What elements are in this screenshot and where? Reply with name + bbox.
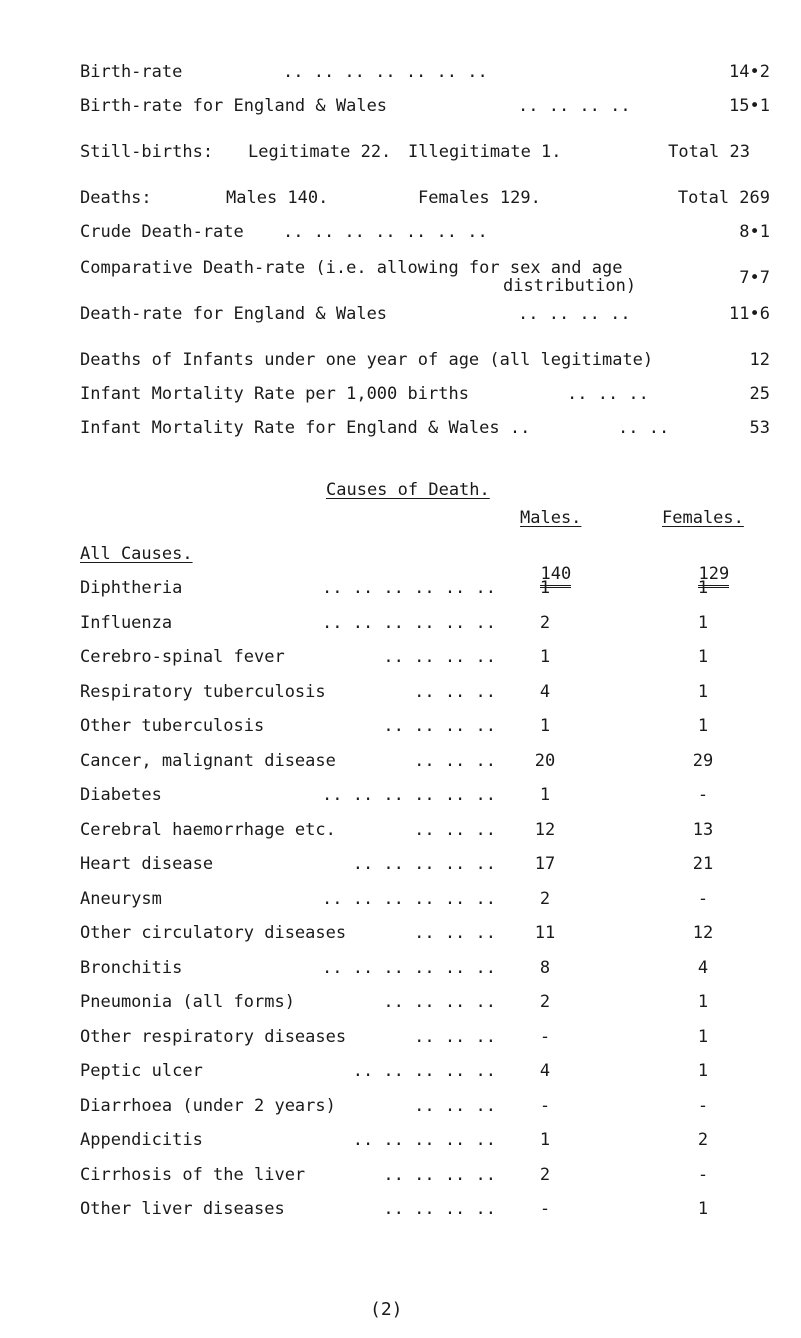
infant-mortality-rate-ew-label: Infant Mortality Rate for England & Wales ..	[80, 418, 531, 438]
cause-label: Cancer, malignant disease	[80, 750, 336, 771]
table-row	[0, 682, 801, 702]
leader-dots: .. .. ..	[414, 1095, 496, 1116]
males-value: 4	[539, 681, 551, 702]
table-row	[0, 820, 801, 840]
cause-label: Cirrhosis of the liver	[80, 1164, 306, 1185]
males-value: -	[539, 1095, 551, 1116]
birth-rate-ew-label: Birth-rate for England & Wales	[80, 96, 388, 116]
causes-title: Causes of Death.	[326, 480, 490, 500]
females-value: 1	[697, 1199, 709, 1219]
leader-dots: .. .. .. .. .. ..	[322, 888, 496, 909]
crude-death-rate-label: Crude Death-rate	[80, 222, 244, 242]
birth-rate-value: 14•2	[729, 62, 770, 82]
table-row	[0, 613, 801, 633]
leader-dots: .. .. .. .. .. ..	[322, 785, 496, 805]
females-value: 1	[697, 647, 709, 667]
crude-death-rate-dots: .. .. .. .. .. .. ..	[283, 222, 488, 242]
females-value: 1	[697, 992, 709, 1012]
birth-rate-label: Birth-rate	[80, 62, 183, 82]
males-value: 17	[534, 854, 556, 874]
death-rate-ew-dots: .. .. .. ..	[518, 304, 631, 324]
cause-label: Other respiratory diseases	[80, 1026, 347, 1047]
leader-dots: .. .. .. ..	[383, 647, 496, 667]
females-value: 12	[692, 923, 714, 943]
males-value: 20	[534, 750, 556, 771]
females-value: 1	[697, 1061, 709, 1081]
females-value: -	[697, 1095, 709, 1116]
table-row	[0, 1061, 801, 1081]
page-number: (2)	[370, 1299, 403, 1320]
infant-mortality-rate-value: 25	[749, 384, 770, 404]
males-value: 2	[539, 888, 551, 909]
deaths-total: Total 269	[677, 188, 770, 208]
table-row	[0, 854, 801, 874]
females-value: 2	[697, 1130, 709, 1150]
infant-mortality-rate-ew-dots: .. ..	[618, 418, 670, 438]
all-causes-males: 140	[540, 564, 571, 588]
cause-label: Other circulatory diseases	[80, 923, 347, 943]
males-value: -	[539, 1026, 551, 1047]
cause-label: Other tuberculosis	[80, 716, 265, 736]
deaths-males: Males 140.	[226, 188, 329, 208]
females-value: 1	[697, 681, 709, 702]
table-row	[0, 1130, 801, 1150]
leader-dots: .. .. .. .. ..	[352, 1061, 496, 1081]
females-value: 1	[697, 578, 709, 598]
still-births-legitimate: Legitimate 22.	[248, 142, 392, 162]
cause-label: Diabetes	[80, 785, 162, 805]
cause-label: Pneumonia (all forms)	[80, 992, 295, 1012]
infant-mortality-rate-ew-value: 53	[749, 418, 770, 438]
deaths-label: Deaths:	[80, 188, 152, 208]
females-value: 1	[697, 716, 709, 736]
leader-dots: .. .. ..	[414, 1026, 496, 1047]
death-rate-ew-label: Death-rate for England & Wales	[80, 304, 388, 324]
males-value: 4	[539, 1061, 551, 1081]
leader-dots: .. .. ..	[414, 750, 496, 771]
table-row	[0, 1027, 801, 1047]
females-value: 1	[697, 1026, 709, 1047]
all-causes-females: 129	[698, 564, 729, 588]
all-causes-label: All Causes.	[80, 544, 193, 564]
leader-dots: .. .. ..	[414, 681, 496, 702]
cause-label: Cerebro-spinal fever	[80, 647, 285, 667]
leader-dots: .. .. .. ..	[383, 992, 496, 1012]
females-value: -	[697, 888, 709, 909]
males-value: 8	[539, 957, 551, 978]
cause-label: Diphtheria	[80, 578, 183, 598]
still-births-label: Still-births:	[80, 142, 214, 162]
males-value: 1	[539, 1130, 551, 1150]
table-row	[0, 647, 801, 667]
table-row	[0, 716, 801, 736]
males-value: -	[539, 1199, 551, 1219]
males-value: 2	[539, 992, 551, 1012]
column-header-females: Females.	[662, 508, 744, 528]
leader-dots: .. .. .. .. .. ..	[322, 612, 496, 633]
infant-mortality-rate-label: Infant Mortality Rate per 1,000 births	[80, 384, 469, 404]
infant-deaths-value: 12	[749, 350, 770, 370]
males-value: 2	[539, 1164, 551, 1185]
leader-dots: .. .. .. .. ..	[352, 854, 496, 874]
column-header-males: Males.	[520, 508, 582, 528]
table-row	[0, 923, 801, 943]
males-value: 1	[539, 785, 551, 805]
birth-rate-ew-value: 15•1	[729, 96, 770, 116]
comparative-death-rate-label-2: distribution)	[503, 276, 637, 296]
leader-dots: .. .. .. .. ..	[352, 1130, 496, 1150]
infant-mortality-rate-dots: .. .. ..	[567, 384, 649, 404]
leader-dots: .. .. .. .. .. ..	[322, 957, 496, 978]
females-value: 29	[692, 750, 714, 771]
males-value: 11	[534, 923, 556, 943]
leader-dots: .. .. ..	[414, 923, 496, 943]
cause-label: Peptic ulcer	[80, 1061, 203, 1081]
table-row	[0, 1096, 801, 1116]
females-value: 4	[697, 957, 709, 978]
cause-label: Other liver diseases	[80, 1199, 285, 1219]
infant-deaths-label: Deaths of Infants under one year of age (all legitimate)	[80, 350, 654, 370]
females-value: 13	[692, 819, 714, 840]
table-row	[0, 578, 801, 598]
comparative-death-rate-label: Comparative Death-rate (i.e. allowing for sex and age	[80, 258, 623, 278]
cause-label: Cerebral haemorrhage etc.	[80, 819, 336, 840]
comparative-death-rate-value: 7•7	[739, 268, 770, 288]
males-value: 1	[539, 578, 551, 598]
females-value: 1	[697, 612, 709, 633]
death-rate-ew-value: 11•6	[729, 304, 770, 324]
males-value: 2	[539, 612, 551, 633]
table-row	[0, 785, 801, 805]
females-value: -	[697, 785, 709, 805]
males-value: 1	[539, 647, 551, 667]
cause-label: Aneurysm	[80, 888, 162, 909]
table-row	[0, 1199, 801, 1219]
leader-dots: .. .. ..	[414, 819, 496, 840]
table-row	[0, 1165, 801, 1185]
leader-dots: .. .. .. ..	[383, 1164, 496, 1185]
birth-rate-ew-dots: .. .. .. ..	[518, 96, 631, 116]
cause-label: Diarrhoea (under 2 years)	[80, 1095, 336, 1116]
females-value: 21	[692, 854, 714, 874]
females-value: -	[697, 1164, 709, 1185]
leader-dots: .. .. .. ..	[383, 716, 496, 736]
males-value: 1	[539, 716, 551, 736]
males-value: 12	[534, 819, 556, 840]
table-row	[0, 889, 801, 909]
deaths-females: Females 129.	[418, 188, 541, 208]
table-row	[0, 958, 801, 978]
table-row	[0, 751, 801, 771]
leader-dots: .. .. .. .. .. ..	[322, 578, 496, 598]
still-births-illegitimate: Illegitimate 1.	[408, 142, 562, 162]
cause-label: Influenza	[80, 612, 173, 633]
crude-death-rate-value: 8•1	[739, 222, 770, 242]
still-births-total: Total 23	[668, 142, 750, 162]
cause-label: Appendicitis	[80, 1130, 203, 1150]
table-row	[0, 992, 801, 1012]
cause-label: Respiratory tuberculosis	[80, 681, 326, 702]
birth-rate-dots: .. .. .. .. .. .. ..	[283, 62, 488, 82]
leader-dots: .. .. .. ..	[383, 1199, 496, 1219]
cause-label: Bronchitis	[80, 957, 183, 978]
cause-label: Heart disease	[80, 854, 214, 874]
